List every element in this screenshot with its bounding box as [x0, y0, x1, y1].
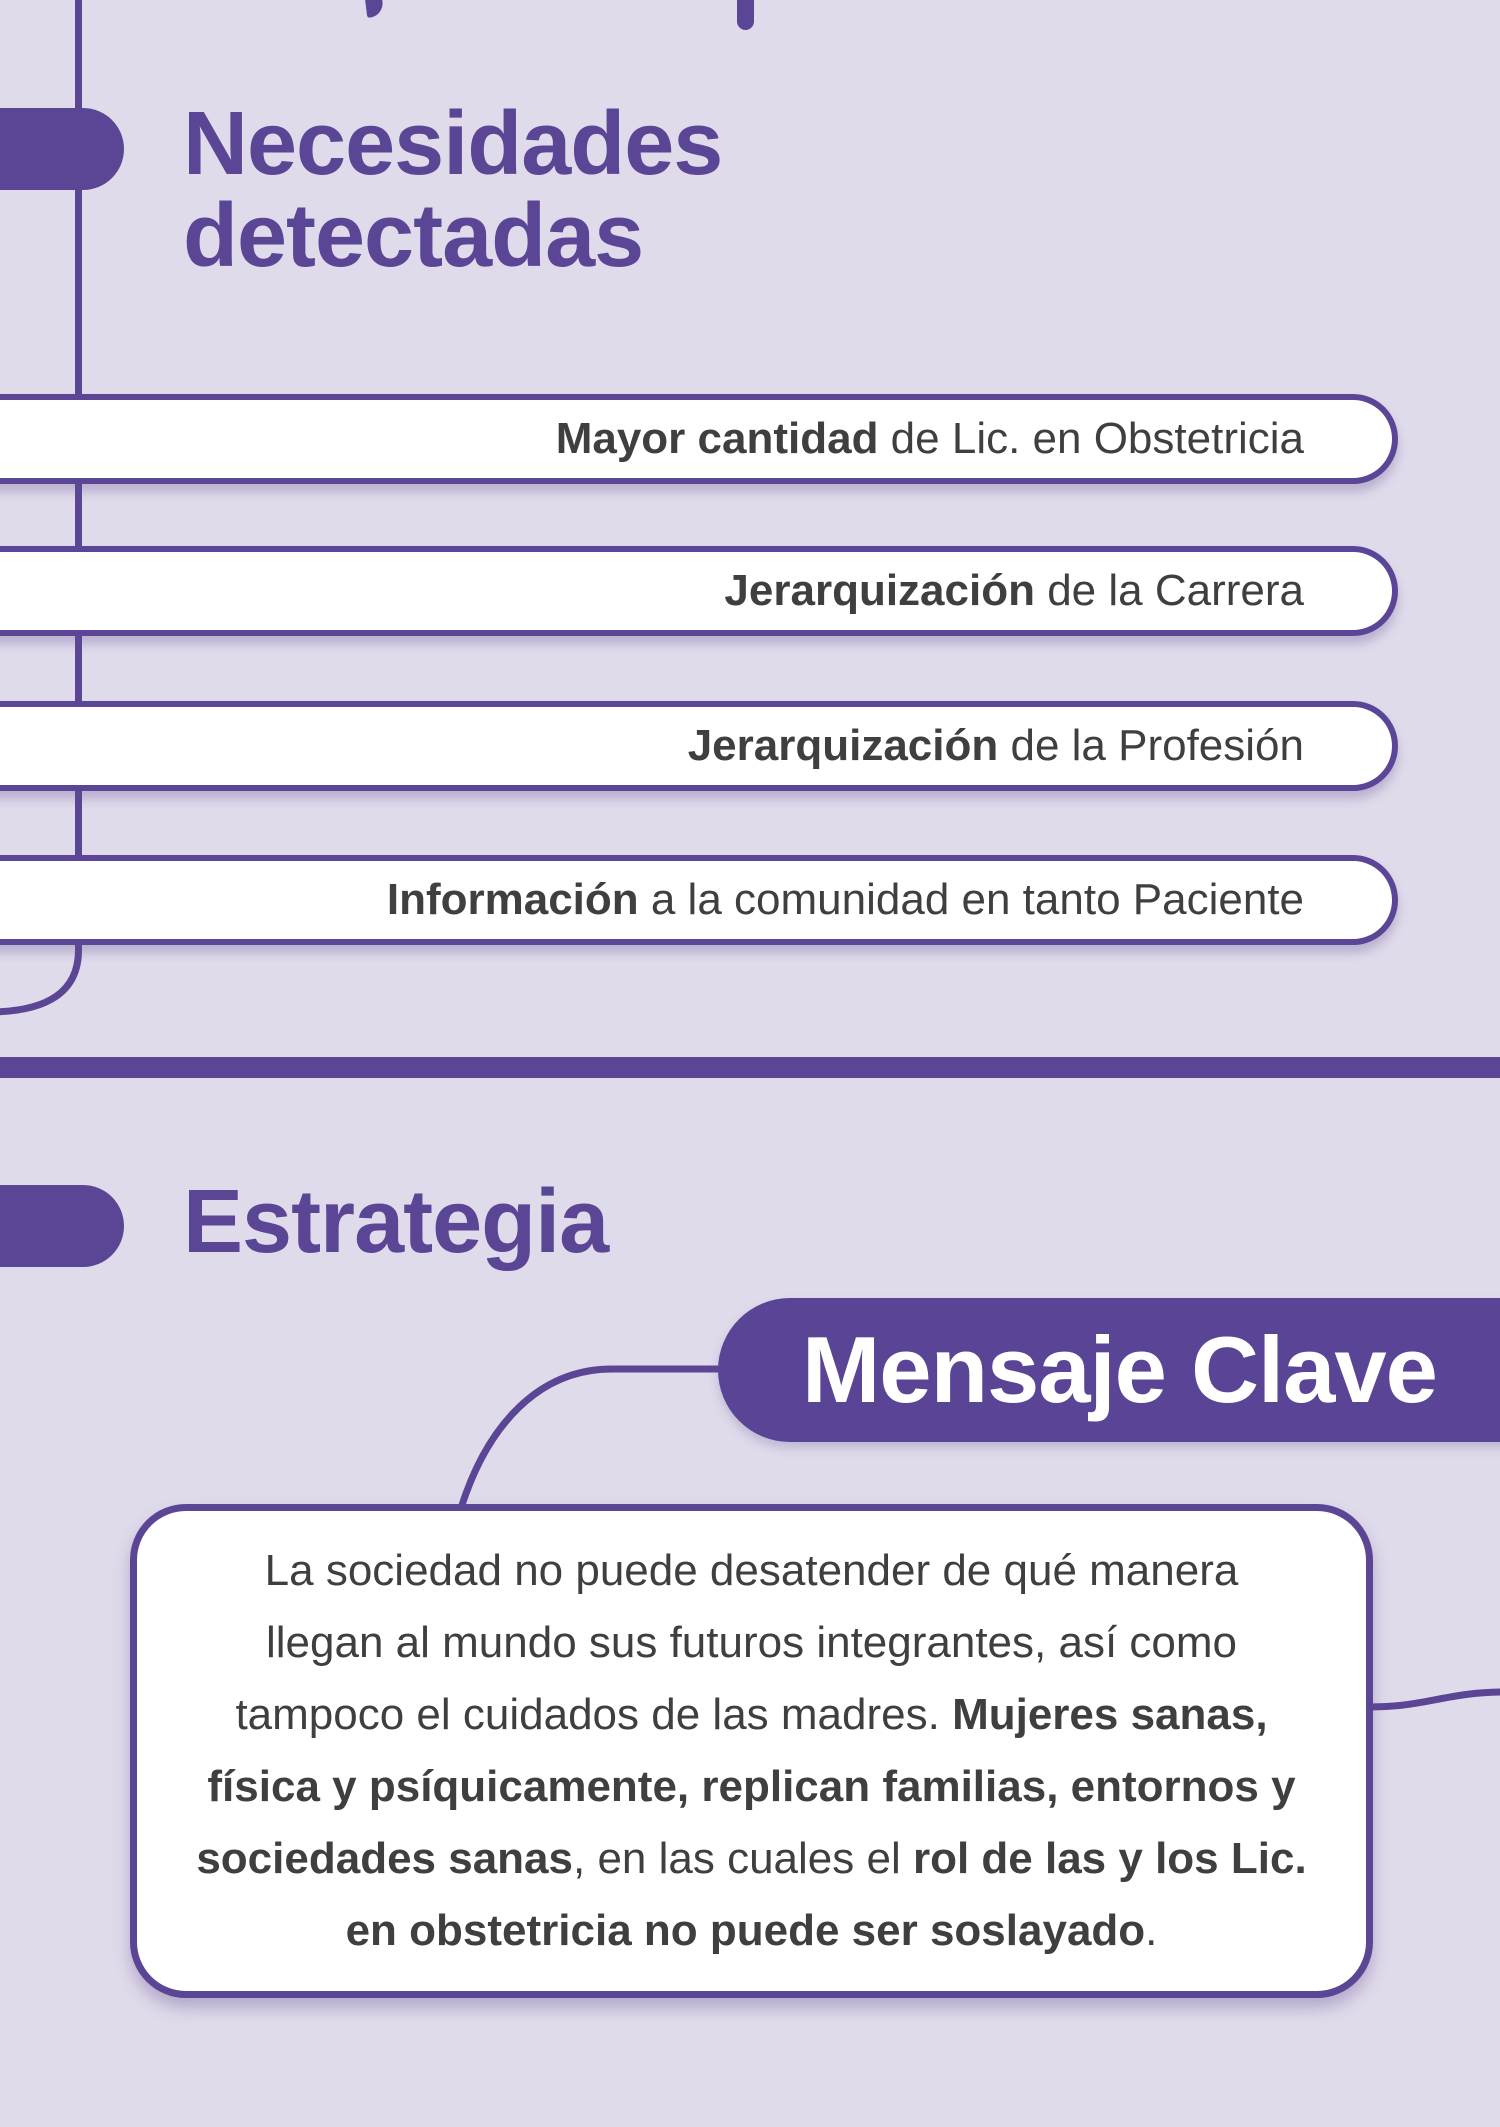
section-bullet-strategy — [0, 1185, 124, 1267]
section-title-needs-line2: detectadas — [183, 186, 644, 286]
message-line: física y psíquicamente, replican familias, entornos y — [207, 1762, 1296, 1811]
message-line: tampoco el cuidados de las madres. Mujeres sanas, — [235, 1690, 1268, 1739]
need-pill — [0, 394, 1398, 484]
need-pill — [0, 855, 1398, 945]
section-title-needs — [183, 94, 723, 286]
message-line: sociedades sanas, en las cuales el rol de las y los Lic. — [196, 1834, 1307, 1883]
key-message-connector — [461, 1369, 730, 1508]
message-card — [130, 1504, 1373, 1998]
message-line: La sociedad no puede desatender de qué manera — [264, 1546, 1239, 1595]
section-divider — [0, 1057, 1500, 1078]
key-message-tab — [718, 1298, 1500, 1442]
need-pill-bold-text: Jerarquización — [724, 566, 1035, 615]
key-message-label: Mensaje Clave — [802, 1317, 1437, 1422]
message-text — [137, 1535, 1366, 1967]
need-pill — [0, 701, 1398, 791]
need-pill-rest-text: de la Carrera — [1034, 566, 1304, 615]
section-title-strategy-text: Estrategia — [183, 1172, 609, 1272]
need-pill — [0, 546, 1398, 636]
right-edge-connector — [1370, 1692, 1500, 1707]
cropped-branch-stub — [737, 0, 754, 30]
need-pill-bold-text: Información — [386, 875, 639, 924]
need-pill-rest-text: de Lic. en Obstetricia — [878, 414, 1304, 463]
message-line: en obstetricia no puede ser soslayado. — [345, 1906, 1158, 1955]
need-pill-rest-text: a la comunidad en tanto Paciente — [638, 875, 1304, 924]
need-pill-bold-text: Mayor cantidad — [555, 414, 879, 463]
section-title-needs-line1: Necesidades — [183, 94, 723, 194]
message-line: llegan al mundo sus futuros integrantes, así como — [266, 1618, 1237, 1667]
need-pill-bold-text: Jerarquización — [687, 721, 999, 770]
need-pill-rest-text: de la Profesión — [998, 721, 1304, 770]
section-bullet-needs — [0, 108, 124, 190]
section-title-strategy — [183, 1172, 609, 1272]
